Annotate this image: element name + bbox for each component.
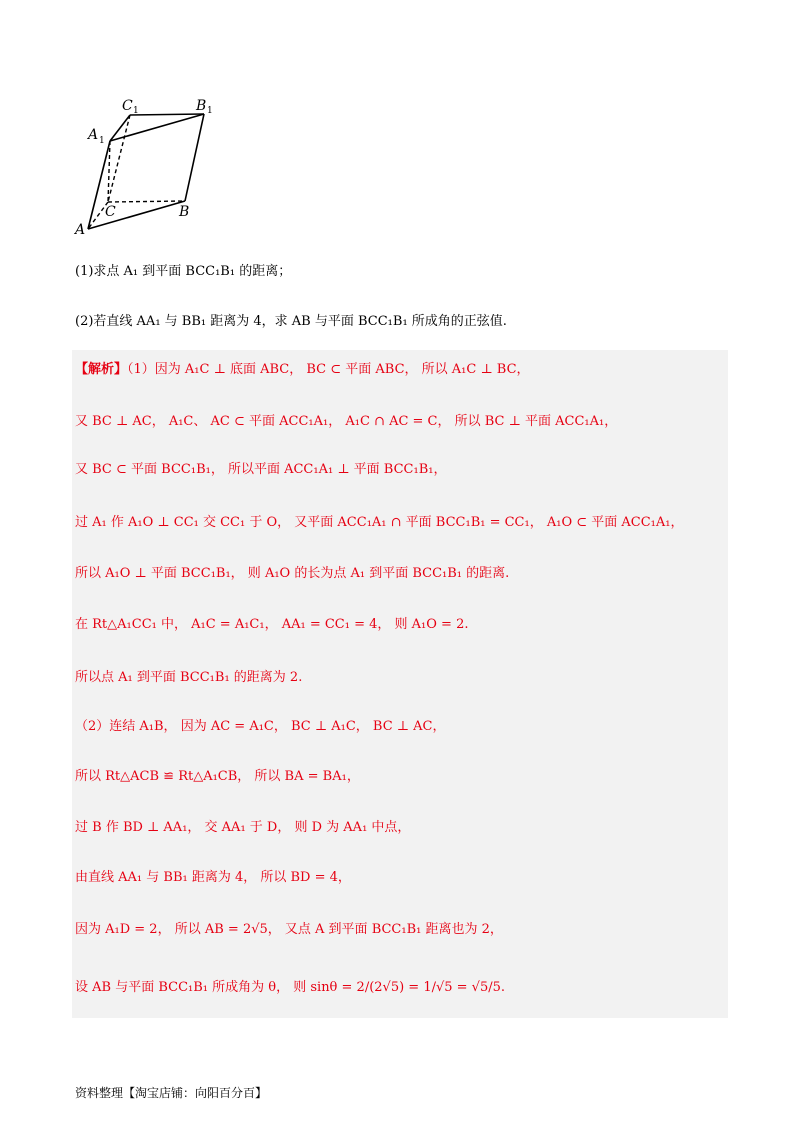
- solution-line-13: 设 AB 与平面 BCC₁B₁ 所成角为 θ， 则 sinθ = 2/(2√5) = 1/√5 = √5/5.: [75, 980, 506, 995]
- solution-line-5: 所以 A₁O ⊥ 平面 BCC₁B₁， 则 A₁O 的长为点 A₁ 到平面 BCC₁B₁ 的距离.: [75, 566, 510, 581]
- solution-line-11: 由直线 AA₁ 与 BB₁ 距离为 4， 所以 BD = 4，: [75, 870, 351, 885]
- label-c1: C: [122, 98, 133, 114]
- label-b1: B: [196, 98, 207, 114]
- solution-line-4: 过 A₁ 作 A₁O ⊥ CC₁ 交 CC₁ 于 O， 又平面 ACC₁A₁ ∩ 平面 BCC₁B₁ = CC₁， A₁O ⊂ 平面 ACC₁A₁，: [75, 515, 684, 530]
- label-b: B: [179, 204, 190, 220]
- solution-box: [72, 350, 728, 1018]
- svg-text:1: 1: [207, 106, 213, 116]
- solution-line-7: 所以点 A₁ 到平面 BCC₁B₁ 的距离为 2.: [75, 670, 303, 685]
- svg-text:1: 1: [99, 136, 105, 146]
- solution-line-3: 又 BC ⊂ 平面 BCC₁B₁， 所以平面 ACC₁A₁ ⊥ 平面 BCC₁B₁，: [75, 462, 447, 477]
- svg-text:1: 1: [133, 106, 139, 116]
- label-a: A: [75, 222, 86, 238]
- question-2: (2)若直线 AA₁ 与 BB₁ 距离为 4，求 AB 与平面 BCC₁B₁ 所成角的正弦值.: [75, 314, 507, 329]
- prism-figure: [72, 95, 222, 240]
- solution-line-1: 【解析】（1）因为 A₁C ⊥ 底面 ABC， BC ⊂ 平面 ABC， 所以 A₁C ⊥ BC，: [75, 362, 530, 377]
- footer-text: 资料整理【淘宝店铺：向阳百分百】: [75, 1086, 268, 1100]
- solution-line-9: 所以 Rt△ACB ≌ Rt△A₁CB， 所以 BA = BA₁，: [75, 769, 360, 784]
- solution-line-6: 在 Rt△A₁CC₁ 中， A₁C = A₁C₁， AA₁ = CC₁ = 4， 则 A₁O = 2.: [75, 617, 469, 632]
- solution-line-8: （2）连结 A₁B， 因为 AC = A₁C， BC ⊥ A₁C， BC ⊥ AC，: [75, 719, 446, 734]
- solution-line-12: 因为 A₁D = 2， 所以 AB = 2√5， 又点 A 到平面 BCC₁B₁ 距离也为 2，: [75, 922, 503, 937]
- label-c: C: [105, 204, 116, 220]
- solution-line-10: 过 B 作 BD ⊥ AA₁， 交 AA₁ 于 D， 则 D 为 AA₁ 中点，: [75, 820, 411, 835]
- label-a1: A: [88, 127, 99, 143]
- solution-label: 【解析】: [75, 362, 128, 377]
- solution-line-2: 又 BC ⊥ AC， A₁C、 AC ⊂ 平面 ACC₁A₁， A₁C ∩ AC = C， 所以 BC ⊥ 平面 ACC₁A₁，: [75, 414, 618, 429]
- question-1: (1)求点 A₁ 到平面 BCC₁B₁ 的距离；: [75, 264, 292, 279]
